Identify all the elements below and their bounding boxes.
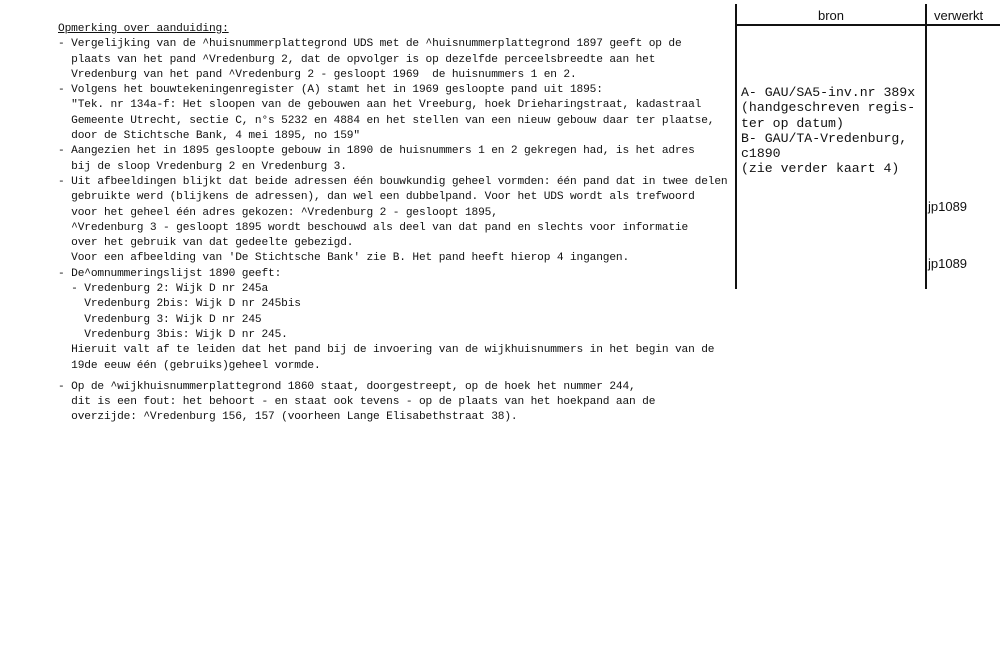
remark-line: plaats van het pand ^Vredenburg 2, dat de opvolger is op dezelfde perceelsbreedte aan het xyxy=(58,53,656,66)
remark-line: "Tek. nr 134a-f: Het sloopen van de gebouwen aan het Vreeburg, hoek Drieharingstraat, kadastraal xyxy=(58,99,702,112)
bron-line: B- GAU/TA-Vredenburg, xyxy=(741,130,908,146)
remarks-heading: Opmerking over aanduiding: xyxy=(58,23,229,35)
verwerkt-entry-1: jp1089 xyxy=(928,199,968,214)
remark-line: voor het geheel één adres gekozen: ^Vredenburg 2 - gesloopt 1895, xyxy=(58,206,498,219)
remark-line: - Aangezien het in 1895 gesloopte gebouw in 1890 de huisnummers 1 en 2 gekregen had, is het adres xyxy=(58,145,695,158)
remark-line: Gemeente Utrecht, sectie C, n°s 5232 en 4884 en het stellen van een nieuw gebouw daar ter plaatse, xyxy=(58,114,715,127)
remark-line: - Op de ^wijkhuisnummerplattegrond 1860 staat, doorgestreept, op de hoek het nummer 244, xyxy=(58,380,636,393)
remark-line: Hieruit valt af te leiden dat het pand bij de invoering van de wijkhuisnummers in het begin van de xyxy=(58,344,715,357)
remark-line: gebruikte werd (blijkens de adressen), dan wel een dubbelpand. Voor het UDS wordt als trefwoord xyxy=(58,191,695,204)
remarks-block xyxy=(58,22,728,426)
remark-line: bij de sloop Vredenburg 2 en Vredenburg 3. xyxy=(58,160,347,173)
bron-line: (handgeschreven regis- xyxy=(741,100,916,116)
header-rule xyxy=(735,24,1000,26)
bron-line: ter op datum) xyxy=(741,115,844,131)
remark-line: overzijde: ^Vredenburg 156, 157 (voorheen Lange Elisabethstraat 38). xyxy=(58,411,518,424)
bron-header: bron xyxy=(818,8,845,23)
remark-line: Vredenburg 3bis: Wijk D nr 245. xyxy=(58,328,288,341)
remark-line: Vredenburg van het pand ^Vredenburg 2 - gesloopt 1969 de huisnummers 1 en 2. xyxy=(58,68,577,81)
remark-line: 19de eeuw één (gebruiks)geheel vormde. xyxy=(58,359,321,372)
remark-line: Vredenburg 2bis: Wijk D nr 245bis xyxy=(58,298,301,311)
remark-line: - De^omnummeringslijst 1890 geeft: xyxy=(58,267,282,280)
remark-line: door de Stichtsche Bank, 4 mei 1895, no 159" xyxy=(58,130,360,143)
bron-line: A- GAU/SA5-inv.nr 389x xyxy=(741,85,916,100)
verwerkt-entry-2: jp1089 xyxy=(928,256,968,271)
remark-line: - Volgens het bouwtekeningenregister (A) stamt het in 1969 gesloopte pand uit 1895: xyxy=(58,84,603,97)
remark-line: over het gebruik van dat gedeelte gebezigd. xyxy=(58,237,354,250)
remark-line: - Uit afbeeldingen blijkt dat beide adressen één bouwkundig geheel vormden: één pand dat in twee delen xyxy=(58,175,728,188)
remark-line: dit is een fout: het behoort - en staat ook tevens - op de plaats van het hoekpand aan de xyxy=(58,396,656,409)
remark-line: - Vergelijking van de ^huisnummerplattegrond UDS met de ^huisnummerplattegrond 1897 geeft op de xyxy=(58,38,682,51)
left-column-rule xyxy=(735,4,737,289)
remark-line: Vredenburg 3: Wijk D nr 245 xyxy=(58,313,262,326)
bron-line: (zie verder kaart 4) xyxy=(741,161,900,177)
remark-line: Voor een afbeelding van 'De Stichtsche Bank' zie B. Het pand heeft hierop 4 ingangen. xyxy=(58,252,630,265)
remark-line: - Vredenburg 2: Wijk D nr 245a xyxy=(58,283,269,296)
bron-column xyxy=(741,85,926,177)
bron-line: c1890 xyxy=(741,146,781,162)
verwerkt-header: verwerkt xyxy=(934,8,984,23)
remark-line: ^Vredenburg 3 - gesloopt 1895 wordt beschouwd als deel van dat pand en slechts voor informatie xyxy=(58,221,689,234)
